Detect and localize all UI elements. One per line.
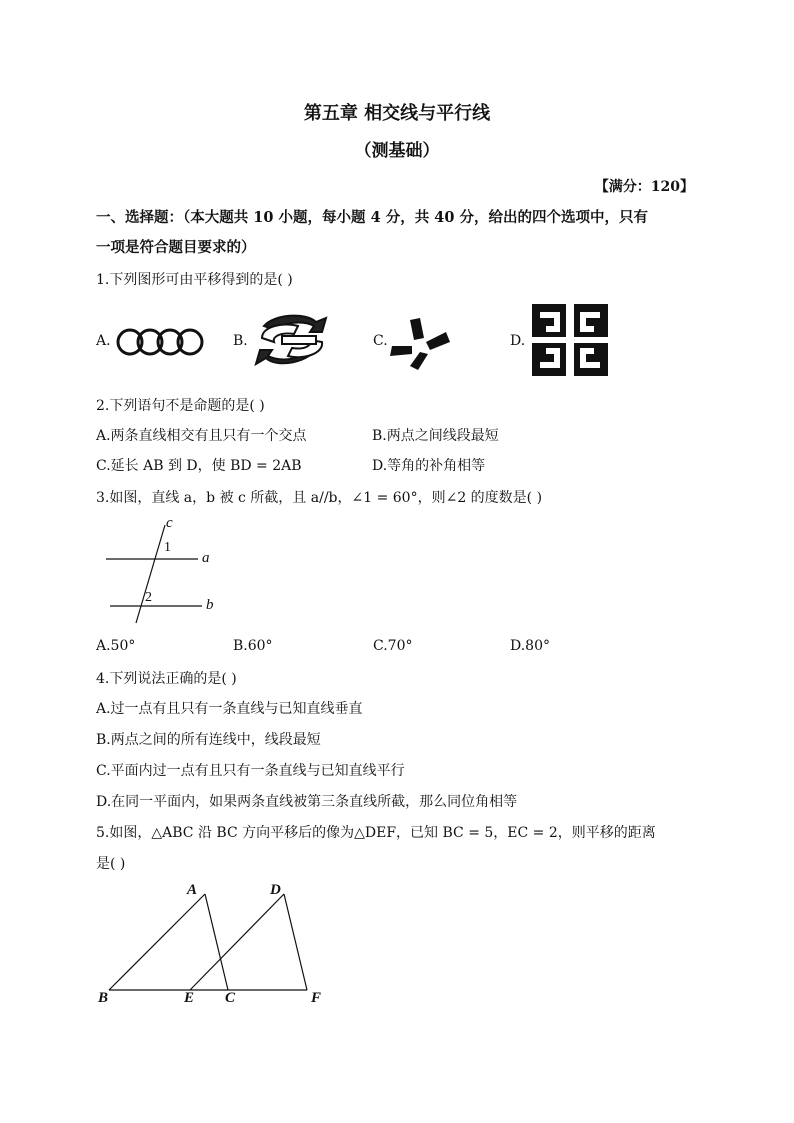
- q1-option-c-label: C.: [373, 333, 388, 349]
- olympic-rings-figure: [115, 326, 205, 358]
- q2-option-b: B.两点之间线段最短: [372, 428, 499, 444]
- line-b-label: b: [206, 597, 214, 613]
- q3-option-b: B.60°: [233, 638, 273, 654]
- q2-option-c: C.延长 AB 到 D，使 BD = 2AB: [96, 458, 302, 474]
- section-heading-line1: 一、选择题：（本大题共 10 小题，每小题 4 分，共 40 分，给出的四个选项中，只有: [96, 209, 648, 226]
- section-heading-line2: 一项是符合题目要求的）: [96, 239, 256, 256]
- question-5-stem-line1: 5.如图，△ABC 沿 BC 方向平移后的像为△DEF，已知 BC = 5，EC = 2，则平移的距离: [96, 825, 656, 841]
- q4-option-b: B.两点之间的所有连线中，线段最短: [96, 732, 321, 748]
- question-4-stem: 4.下列说法正确的是( ): [96, 671, 237, 687]
- q1-option-d-label: D.: [510, 333, 526, 349]
- pinwheel-figure: [388, 316, 450, 372]
- vertex-b-label: B: [98, 990, 109, 1006]
- vertex-d-label: D: [270, 882, 281, 898]
- page-title: 第五章 相交线与平行线: [303, 103, 491, 124]
- square-spiral-figure: [532, 304, 608, 376]
- q1-option-b-label: B.: [233, 333, 248, 349]
- vertex-a-label: A: [187, 882, 198, 898]
- q3-option-c: C.70°: [373, 638, 413, 654]
- vertex-c-label: C: [225, 990, 236, 1006]
- vertex-e-label: E: [184, 990, 195, 1006]
- question-5-stem-line2: 是( ): [96, 856, 126, 872]
- vertex-f-label: F: [311, 990, 322, 1006]
- triangle-translation-figure: [95, 880, 335, 1010]
- question-1-stem: 1.下列图形可由平移得到的是( ): [96, 272, 293, 288]
- interlocked-arrows-figure: [254, 312, 330, 370]
- q3-option-a: A.50°: [96, 638, 136, 654]
- q1-option-a-label: A.: [96, 333, 111, 349]
- full-score: 【满分：120】: [594, 179, 694, 195]
- q3-option-d: D.80°: [510, 638, 550, 654]
- angle-2-label: 2: [145, 590, 152, 605]
- page-subtitle: （测基础）: [354, 141, 440, 161]
- angle-1-label: 1: [164, 540, 171, 555]
- question-2-stem: 2.下列语句不是命题的是( ): [96, 398, 265, 414]
- q2-option-a: A.两条直线相交有且只有一个交点: [96, 428, 307, 444]
- q4-option-c: C.平面内过一点有且只有一条直线与已知直线平行: [96, 763, 405, 779]
- line-a-label: a: [202, 550, 210, 566]
- line-c-label: c: [166, 515, 173, 531]
- q4-option-a: A.过一点有且只有一条直线与已知直线垂直: [96, 701, 363, 717]
- q4-option-d: D.在同一平面内，如果两条直线被第三条直线所截，那么同位角相等: [96, 794, 518, 810]
- question-3-stem: 3.如图，直线 a，b 被 c 所截，且 a//b，∠1 = 60°，则∠2 的度数是( ): [96, 490, 543, 506]
- q2-option-d: D.等角的补角相等: [372, 458, 486, 474]
